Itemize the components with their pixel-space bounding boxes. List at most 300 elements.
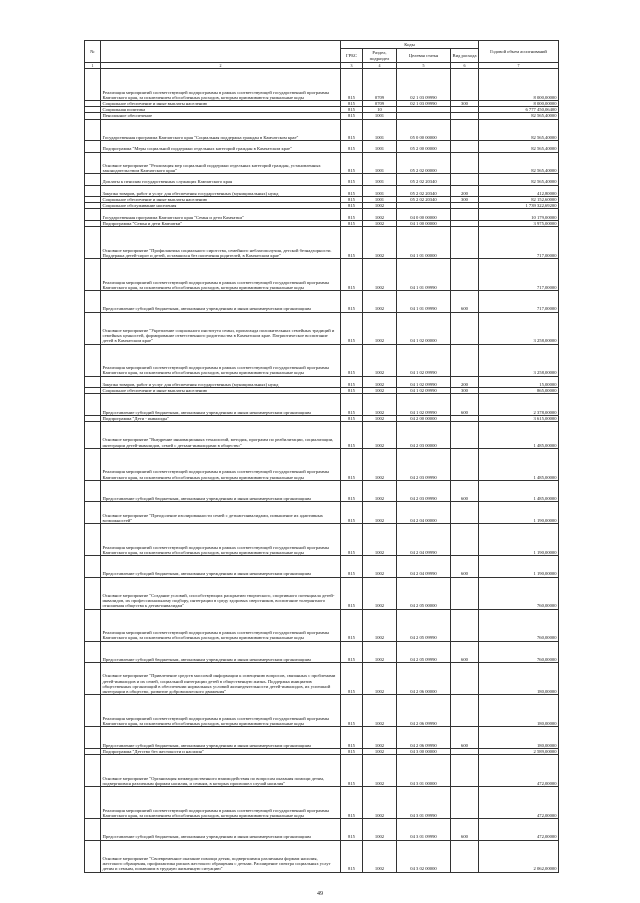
row-section-cell: 1001 [363,174,397,185]
row-section-cell: 1002 [363,387,397,393]
row-grbs-cell: 815 [341,577,363,609]
row-section-cell: 1002 [363,818,397,840]
row-type-cell: 600 [451,641,479,663]
header-type: Вид расхода [451,49,479,63]
table-row [85,152,559,174]
row-section-cell: 1002 [363,523,397,555]
row-name-cell: Закупка товаров, работ и услуг для обеспечения государственных (муниципальных) нужд [101,376,341,387]
row-target-cell: 04 1 00 00000 [397,220,451,226]
row-section-cell: 1002 [363,555,397,577]
row-target-cell: 02 1 03 09990 [397,101,451,107]
row-name-cell: Предоставление субсидий бюджетным, автономным учреждениям и иным некоммерческим организациям [101,555,341,577]
row-number-cell [85,290,101,312]
row-grbs-cell: 815 [341,555,363,577]
row-number-cell [85,312,101,344]
row-amount-cell: 8 000,00000 [479,101,559,107]
row-name-cell: Социальное обслуживание населения [101,203,341,209]
row-amount-cell: 760,00000 [479,609,559,641]
row-name-cell: Пенсионное обеспечение [101,113,341,119]
header-number: № [85,41,101,63]
row-grbs-cell: 815 [341,415,363,421]
row-name-cell: Социальное обеспечение и иные выплаты населению [101,101,341,107]
row-name-cell: Подпрограмма "Дети - инвалиды" [101,415,341,421]
row-amount-cell: 3 258,00000 [479,312,559,344]
row-section-cell: 1002 [363,258,397,290]
table-row [85,421,559,448]
row-number-cell [85,448,101,480]
row-amount-cell: 82 565,40000 [479,113,559,119]
row-name-cell: Реализация мероприятий соответствующей подпрограммы в рамках соответствующей государственной программы Камчатского края, за исключением обособленных расходов, которым присваиваются уникальные коды [101,448,341,480]
row-target-cell: 04 2 04 09990 [397,555,451,577]
row-type-cell: 300 [451,196,479,202]
row-section-cell: 1002 [363,290,397,312]
row-grbs-cell: 815 [341,203,363,209]
row-section-cell: 1002 [363,609,397,641]
row-amount-cell: 3 615,00000 [479,415,559,421]
row-type-cell: 600 [451,555,479,577]
row-section-cell: 1001 [363,185,397,196]
row-number-cell [85,663,101,695]
row-type-cell [451,69,479,101]
row-grbs-cell: 815 [341,174,363,185]
row-type-cell [451,174,479,185]
column-number: 5 [397,63,451,69]
row-target-cell: 04 2 03 00000 [397,421,451,448]
row-number-cell [85,69,101,101]
column-number: 3 [341,63,363,69]
row-amount-cell: 82 565,40000 [479,141,559,152]
row-target-cell: 05 2 02 20340 [397,196,451,202]
row-target-cell: 04 3 00 00000 [397,748,451,754]
row-number-cell [85,609,101,641]
row-type-cell [451,523,479,555]
row-grbs-cell: 815 [341,376,363,387]
row-type-cell: 600 [451,480,479,502]
row-grbs-cell: 815 [341,119,363,141]
header-target: Целевая статья [397,49,451,63]
row-amount-cell: 1 190,00000 [479,555,559,577]
row-target-cell: 04 2 06 09990 [397,695,451,727]
row-type-cell [451,152,479,174]
row-name-cell: Основное мероприятие "Профилактика социального сиротства, семейного неблагополучия, детской безнадзорности. Поддержка детей-сирот и детей, оставшихся без попечения родителей, в Камчатском крае" [101,226,341,258]
table-row [85,174,559,185]
row-type-cell [451,421,479,448]
row-target-cell: 04 3 01 09990 [397,786,451,818]
row-target-cell: 05 2 02 20340 [397,185,451,196]
row-target-cell: 04 2 00 00000 [397,415,451,421]
row-target-cell: 04 1 01 09990 [397,290,451,312]
row-number-cell [85,152,101,174]
row-target-cell: 05 0 00 00000 [397,119,451,141]
row-grbs-cell: 815 [341,152,363,174]
row-number-cell [85,174,101,185]
row-grbs-cell: 815 [341,695,363,727]
row-name-cell: Подпрограмма "Семья и дети Камчатки" [101,220,341,226]
row-amount-cell: 180,00000 [479,695,559,727]
table-row [85,695,559,727]
row-target-cell: 04 2 05 00000 [397,577,451,609]
row-name-cell: Реализация мероприятий соответствующей подпрограммы в рамках соответствующей государственной программы Камчатского края, за исключением обособленных расходов, которым присваиваются уникальные коды [101,786,341,818]
row-number-cell [85,727,101,749]
row-number-cell [85,394,101,416]
row-number-cell [85,421,101,448]
table-row [85,394,559,416]
row-amount-cell: 717,00000 [479,258,559,290]
row-section-cell: 1002 [363,220,397,226]
row-section-cell: 1002 [363,226,397,258]
row-amount-cell: 15,00000 [479,376,559,387]
row-type-cell: 600 [451,290,479,312]
row-type-cell: 600 [451,727,479,749]
row-section-cell: 1002 [363,394,397,416]
row-amount-cell: 2 062,00000 [479,840,559,872]
row-name-cell: Основное мероприятие "Внедрение инновационных технологий, методик, программ по реабилитации, социализации, интеграции детей-инвалидов, семей с детьми-инвалидами в общество" [101,421,341,448]
row-grbs-cell: 815 [341,196,363,202]
row-amount-cell: 8 000,00000 [479,69,559,101]
row-amount-cell: 1 485,00000 [479,421,559,448]
row-amount-cell: 717,00000 [479,290,559,312]
row-grbs-cell: 815 [341,786,363,818]
row-grbs-cell: 815 [341,220,363,226]
column-number: 1 [85,63,101,69]
row-name-cell: Реализация мероприятий соответствующей подпрограммы в рамках соответствующей государственной программы Камчатского края, за исключением обособленных расходов, которым присваиваются уникальные коды [101,609,341,641]
row-amount-cell: 472,00000 [479,818,559,840]
header-codes: Коды [341,41,479,49]
table-row [85,555,559,577]
row-amount-cell: 6 777 450,06400 [479,107,559,113]
row-name-cell: Государственная программа Камчатского края "Семья и дети Камчатки" [101,209,341,220]
row-grbs-cell: 815 [341,113,363,119]
row-name-cell: Социальное обеспечение и иные выплаты населению [101,387,341,393]
row-amount-cell: 472,00000 [479,754,559,786]
row-section-cell: 1002 [363,312,397,344]
row-name-cell: Основное мероприятие "Привлечение средств массовой информации к освещению вопросов, связанных с проблемами детей-инвалидов и их семей, социальной интеграции детей в общественную жизнь. Поддержка инициатив общественных организаций в обеспечении нормальных условий жизнедеятельности детей-инвалидов, их успешной интеграции в общество, развитие добровольческого движения" [101,663,341,695]
row-type-cell [451,209,479,220]
table-row [85,185,559,196]
row-type-cell [451,840,479,872]
row-number-cell [85,695,101,727]
page-number: 49 [317,891,323,897]
row-section-cell: 1001 [363,119,397,141]
row-name-cell: Предоставление субсидий бюджетным, автономным учреждениям и иным некоммерческим организациям [101,727,341,749]
row-type-cell [451,448,479,480]
table-row [85,376,559,387]
row-name-cell: Основное мероприятие "Создание условий, способствующих раскрытию творческого, спортивного потенциала детей-инвалидов, их профессиональному подбору, интеграции в среду здоровых сверстников, воспитание толерантного отношения общества к детям-инвалидам" [101,577,341,609]
row-type-cell [451,312,479,344]
row-section-cell: 1002 [363,502,397,524]
table-row [85,209,559,220]
header-amount: Годовой объем ассигнований [479,41,559,63]
row-grbs-cell: 815 [341,818,363,840]
table-row [85,312,559,344]
row-section-cell: 1002 [363,448,397,480]
row-target-cell: 04 2 04 09990 [397,523,451,555]
row-type-cell [451,695,479,727]
row-name-cell: Основное мероприятие "Организация межведомственного взаимодействия по вопросам оказания помощи детям, подвергшимся различным формам насилия, и семьям, в которых произошел случай насилия" [101,754,341,786]
row-grbs-cell: 815 [341,502,363,524]
row-grbs-cell: 815 [341,609,363,641]
header-name [101,41,341,63]
row-number-cell [85,258,101,290]
row-amount-cell: 2 589,00000 [479,748,559,754]
row-name-cell: Реализация мероприятий соответствующей подпрограммы в рамках соответствующей государственной программы Камчатского края, за исключением обособленных расходов, которым присваиваются уникальные коды [101,695,341,727]
row-number-cell [85,641,101,663]
row-grbs-cell: 815 [341,69,363,101]
row-grbs-cell: 815 [341,748,363,754]
row-target-cell: 04 3 01 09990 [397,818,451,840]
row-name-cell: Подпрограмма "Меры социальной поддержки отдельных категорий граждан в Камчатском крае" [101,141,341,152]
row-amount-cell: 1 485,00000 [479,448,559,480]
row-section-cell: 1002 [363,376,397,387]
row-section-cell: 1002 [363,727,397,749]
table-row [85,480,559,502]
row-type-cell: 300 [451,387,479,393]
row-section-cell: 0709 [363,101,397,107]
table-row [85,502,559,524]
column-number: 4 [363,63,397,69]
row-section-cell: 1001 [363,113,397,119]
table-row [85,448,559,480]
row-amount-cell: 180,00000 [479,727,559,749]
row-target-cell: 04 1 02 00000 [397,312,451,344]
row-grbs-cell: 815 [341,312,363,344]
row-target-cell: 04 2 04 00000 [397,502,451,524]
row-name-cell: Предоставление субсидий бюджетным, автономным учреждениям и иным некоммерческим организациям [101,394,341,416]
row-grbs-cell: 815 [341,523,363,555]
row-grbs-cell: 815 [341,141,363,152]
row-grbs-cell: 815 [341,394,363,416]
row-target-cell: 04 2 05 09990 [397,641,451,663]
row-section-cell: 1002 [363,209,397,220]
row-number-cell [85,119,101,141]
row-amount-cell: 1 485,00000 [479,480,559,502]
budget-table-container [84,40,558,873]
row-target-cell: 02 1 03 09990 [397,69,451,101]
row-number-cell [85,344,101,376]
row-name-cell: Основное мероприятие "Своевременное оказание помощи детям, подвергшимся различным формам насилия, жестокого обращения, профилактика рисков жестокого обращения с детьми. Расширение спектра социальных услуг детям и семьям, попавшим в трудную жизненную ситуацию" [101,840,341,872]
row-type-cell: 200 [451,376,479,387]
row-target-cell: 04 1 01 00000 [397,226,451,258]
row-grbs-cell: 815 [341,663,363,695]
row-target-cell: 04 0 00 00000 [397,209,451,220]
row-target-cell: 04 2 05 09990 [397,609,451,641]
row-number-cell [85,555,101,577]
row-amount-cell: 82 152,60000 [479,196,559,202]
column-number: 6 [451,63,479,69]
row-name-cell: Реализация мероприятий соответствующей подпрограммы в рамках соответствующей государственной программы Камчатского края, за исключением обособленных расходов, которым присваиваются уникальные коды [101,344,341,376]
row-amount-cell: 180,00000 [479,663,559,695]
row-name-cell: Предоставление субсидий бюджетным, автономным учреждениям и иным некоммерческим организациям [101,818,341,840]
table-row [85,258,559,290]
row-target-cell: 04 3 02 00000 [397,840,451,872]
table-row [85,290,559,312]
row-section-cell: 1002 [363,480,397,502]
row-type-cell: 600 [451,394,479,416]
row-number-cell [85,185,101,196]
row-target-cell: 04 1 02 09990 [397,387,451,393]
row-grbs-cell: 815 [341,421,363,448]
row-target-cell: 04 2 03 09990 [397,480,451,502]
row-grbs-cell: 815 [341,107,363,113]
row-grbs-cell: 815 [341,840,363,872]
row-amount-cell: 1 190,00000 [479,523,559,555]
row-target-cell: 04 3 01 00000 [397,754,451,786]
row-amount-cell: 3 258,00000 [479,344,559,376]
row-section-cell: 1002 [363,641,397,663]
row-section-cell: 1002 [363,344,397,376]
row-target-cell: 04 1 02 09990 [397,376,451,387]
row-target-cell: 05 2 00 00000 [397,141,451,152]
row-amount-cell: 760,00000 [479,641,559,663]
row-grbs-cell: 815 [341,641,363,663]
row-name-cell: Подпрограмма "Детство без жестокости и насилия" [101,748,341,754]
row-grbs-cell: 815 [341,185,363,196]
row-name-cell: Социальная политика [101,107,341,113]
row-number-cell [85,754,101,786]
table-row [85,754,559,786]
row-type-cell [451,786,479,818]
row-target-cell: 04 1 02 09990 [397,344,451,376]
row-type-cell: 300 [451,101,479,107]
row-number-cell [85,376,101,387]
row-name-cell: Реализация мероприятий соответствующей подпрограммы в рамках соответствующей государственной программы Камчатского края, за исключением обособленных расходов, которым присваиваются уникальные коды [101,69,341,101]
row-grbs-cell: 815 [341,448,363,480]
row-amount-cell: 82 565,40000 [479,174,559,185]
table-row [85,786,559,818]
row-section-cell: 10 [363,107,397,113]
row-section-cell: 0709 [363,69,397,101]
row-number-cell [85,786,101,818]
row-number-cell [85,523,101,555]
column-number: 7 [479,63,559,69]
row-section-cell: 1002 [363,840,397,872]
row-type-cell [451,226,479,258]
row-name-cell: Предоставление субсидий бюджетным, автономным учреждениям и иным некоммерческим организациям [101,290,341,312]
row-amount-cell: 412,80000 [479,185,559,196]
row-number-cell [85,226,101,258]
row-amount-cell: 865,00000 [479,387,559,393]
row-number-cell [85,209,101,220]
row-amount-cell: 717,00000 [479,226,559,258]
table-row [85,141,559,152]
row-type-cell [451,119,479,141]
table-row [85,663,559,695]
table-row [85,523,559,555]
row-number-cell [85,502,101,524]
row-section-cell: 1002 [363,754,397,786]
row-target-cell: 04 1 01 09990 [397,258,451,290]
row-name-cell: Основное мероприятие "Реализация мер социальной поддержки отдельных категорий граждан, установленных законодательством Камчатского края" [101,152,341,174]
row-number-cell [85,840,101,872]
row-name-cell: Предоставление субсидий бюджетным, автономным учреждениям и иным некоммерческим организациям [101,641,341,663]
row-grbs-cell: 815 [341,387,363,393]
row-name-cell: Доплаты к пенсиям государственных служащих Камчатского края [101,174,341,185]
row-type-cell [451,609,479,641]
row-grbs-cell: 815 [341,727,363,749]
row-name-cell: Основное мероприятие "Преодоление изолированности семей с детьми-инвалидами, повышение их адаптивных возможностей" [101,502,341,524]
row-grbs-cell: 815 [341,209,363,220]
row-section-cell: 1002 [363,415,397,421]
row-number-cell [85,480,101,502]
row-amount-cell: 82 565,40000 [479,119,559,141]
row-type-cell [451,141,479,152]
row-target-cell: 05 2 02 20340 [397,174,451,185]
row-amount-cell: 82 565,40000 [479,152,559,174]
row-section-cell: 1002 [363,748,397,754]
table-row [85,840,559,872]
row-grbs-cell: 815 [341,101,363,107]
row-type-cell [451,663,479,695]
row-section-cell: 1002 [363,663,397,695]
row-section-cell: 1002 [363,421,397,448]
row-number-cell [85,577,101,609]
row-type-cell [451,258,479,290]
table-row [85,818,559,840]
row-name-cell: Закупка товаров, работ и услуг для обеспечения государственных (муниципальных) нужд [101,185,341,196]
row-target-cell: 04 2 03 09990 [397,448,451,480]
row-amount-cell: 760,00000 [479,577,559,609]
row-grbs-cell: 815 [341,754,363,786]
row-name-cell: Реализация мероприятий соответствующей подпрограммы в рамках соответствующей государственной программы Камчатского края, за исключением обособленных расходов, которым присваиваются уникальные коды [101,523,341,555]
row-grbs-cell: 815 [341,290,363,312]
column-number: 2 [101,63,341,69]
table-row [85,119,559,141]
row-target-cell: 04 2 06 00000 [397,663,451,695]
row-type-cell: 600 [451,818,479,840]
row-section-cell: 1001 [363,152,397,174]
row-section-cell: 1001 [363,141,397,152]
row-amount-cell: 2 378,00000 [479,394,559,416]
row-section-cell: 1002 [363,695,397,727]
table-row [85,226,559,258]
table-row [85,69,559,101]
row-amount-cell: 472,00000 [479,786,559,818]
row-type-cell [451,754,479,786]
row-amount-cell: 3 975,00000 [479,220,559,226]
table-row [85,641,559,663]
row-section-cell: 1002 [363,577,397,609]
row-target-cell: 04 1 02 09990 [397,394,451,416]
table-row [85,344,559,376]
row-type-cell [451,577,479,609]
table-row [85,577,559,609]
row-grbs-cell: 815 [341,480,363,502]
row-name-cell: Государственная программа Камчатского края "Социальная поддержка граждан в Камчатском крае" [101,119,341,141]
row-type-cell [451,344,479,376]
budget-table [84,40,559,873]
row-amount-cell: 10 179,00000 [479,209,559,220]
header-section: Раздел, подраздел [363,49,397,63]
row-name-cell: Социальное обеспечение и иные выплаты населению [101,196,341,202]
table-row [85,609,559,641]
row-name-cell: Основное мероприятие "Укрепление социального института семьи, пропаганда положительных семейных традиций и семейных ценностей, формирование ответственного родительства в Камчатском крае. Патриотическое воспитание детей в Камчатском крае" [101,312,341,344]
table-row [85,727,559,749]
row-number-cell [85,818,101,840]
row-name-cell: Реализация мероприятий соответствующей подпрограммы в рамках соответствующей государственной программы Камчатского края, за исключением обособленных расходов, которым присваиваются уникальные коды [101,258,341,290]
row-amount-cell: 1 190,00000 [479,502,559,524]
row-grbs-cell: 815 [341,344,363,376]
row-type-cell: 200 [451,185,479,196]
row-section-cell: 1001 [363,196,397,202]
row-section-cell: 1002 [363,786,397,818]
row-type-cell [451,502,479,524]
row-grbs-cell: 815 [341,258,363,290]
row-target-cell: 04 2 06 09990 [397,727,451,749]
row-section-cell: 1002 [363,203,397,209]
header-grbs: ГРБС [341,49,363,63]
row-target-cell: 05 2 02 00000 [397,152,451,174]
row-name-cell: Предоставление субсидий бюджетным, автономным учреждениям и иным некоммерческим организациям [101,480,341,502]
